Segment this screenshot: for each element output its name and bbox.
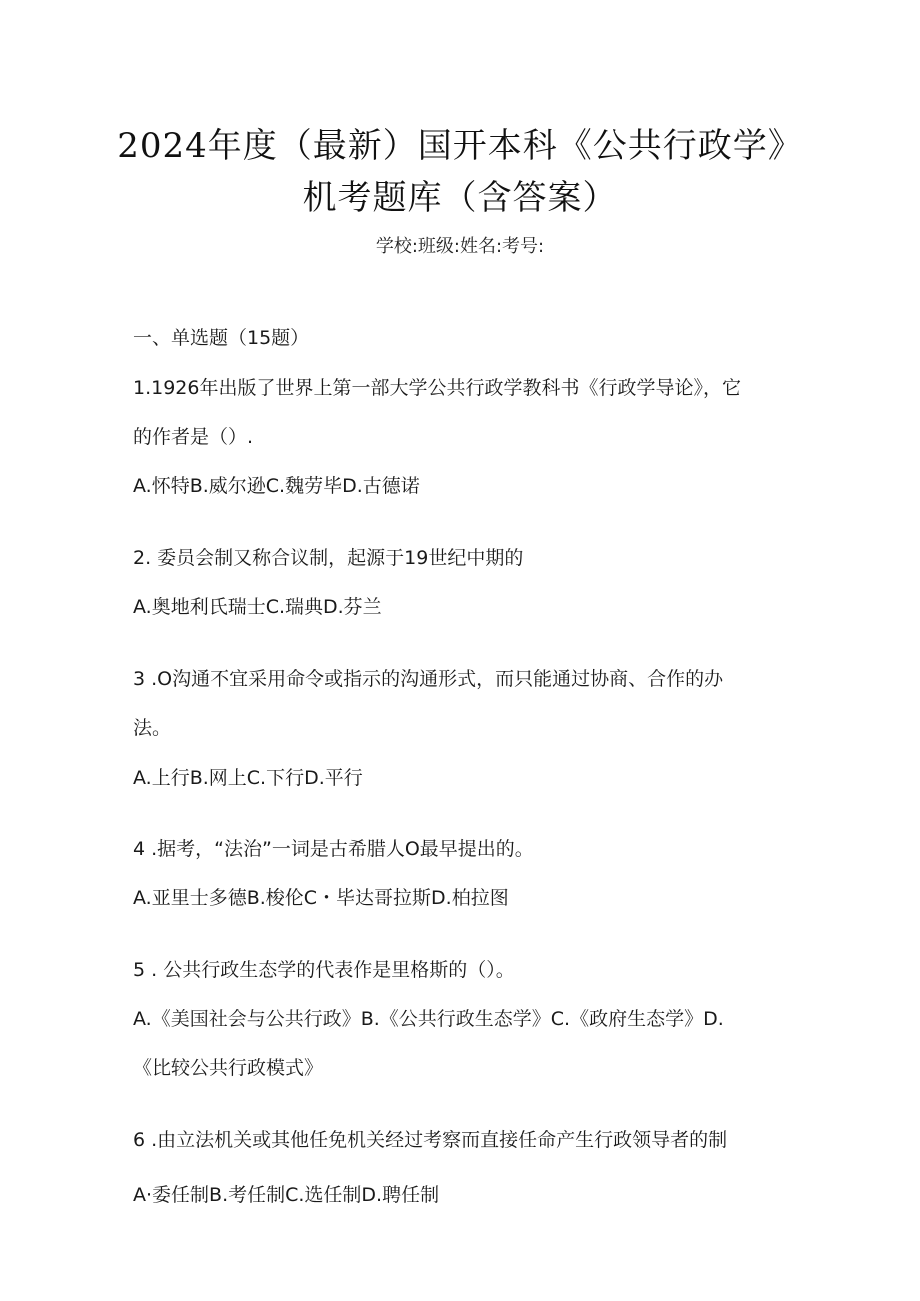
question-5-options-line-2: 《比较公共行政模式》: [133, 1057, 324, 1079]
question-4-options: A.亚里士多德B.梭伦C・毕达哥拉斯D.柏拉图: [133, 887, 509, 909]
question-6-stem: 6 .由立法机关或其他任免机关经过考察而直接任命产生行政领导者的制: [133, 1129, 728, 1151]
question-3-stem-line-1: 3 .O沟通不宜采用命令或指示的沟通形式，而只能通过协商、合作的办: [133, 668, 724, 690]
question-1-options: A.怀特B.威尔逊C.魏劳毕D.古德诺: [133, 475, 420, 497]
question-2-stem: 2. 委员会制又称合议制，起源于19世纪中期的: [133, 547, 524, 569]
question-1-stem-line-2: 的作者是（）.: [133, 426, 254, 448]
question-1-stem-line-1: 1.1926年出版了世界上第一部大学公共行政学教科书《行政学导论》，它: [133, 377, 741, 399]
section-heading: 一、单选题（15题）: [133, 327, 310, 349]
document-title-line-1: 2024年度（最新）国开本科《公共行政学》: [117, 126, 803, 166]
question-4-stem: 4 .据考，“法治”一词是古希腊人O最早提出的。: [133, 838, 534, 860]
question-5-options-line-1: A.《美国社会与公共行政》B.《公共行政生态学》C.《政府生态学》D.: [133, 1008, 724, 1030]
question-5-stem: 5 . 公共行政生态学的代表作是里格斯的（）。: [133, 959, 515, 981]
question-3-stem-line-2: 法。: [133, 717, 172, 739]
question-3-options: A.上行B.网上C.下行D.平行: [133, 767, 363, 789]
question-6-options: A·委任制B.考任制C.选任制D.聘任制: [133, 1184, 440, 1206]
document-title-line-2: 机考题库（含答案）: [302, 178, 618, 218]
student-info-line: 学校:班级:姓名:考号:: [375, 236, 545, 257]
question-2-options: A.奥地利氏瑞士C.瑞典D.芬兰: [133, 596, 382, 618]
